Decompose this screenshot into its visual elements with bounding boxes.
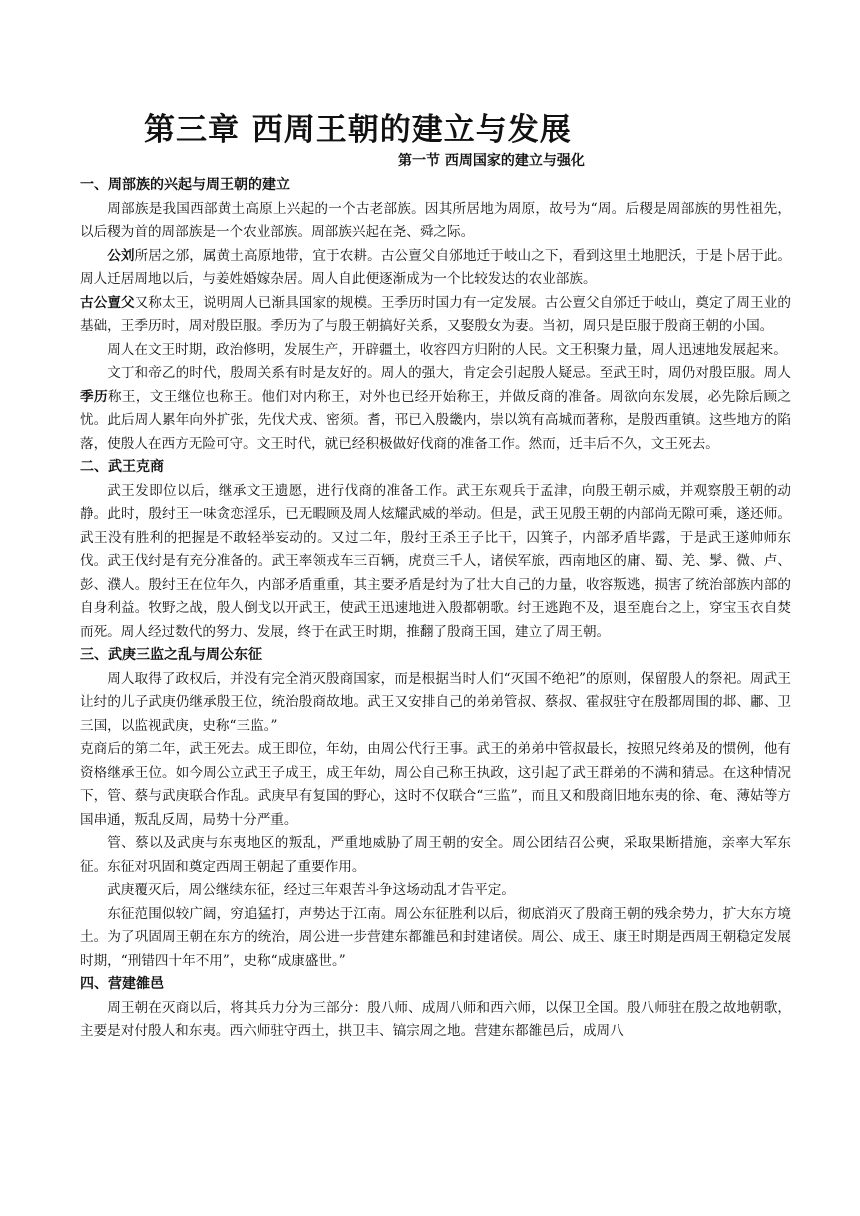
chapter-title: 第三章 西周王朝的建立与发展 [144, 112, 572, 148]
heading-1: 一、周部族的兴起与周王朝的建立 [80, 177, 290, 193]
term-gugongdanfu: 古公亶父 [80, 294, 135, 311]
paragraph-1: 周部族是我国西部黄土高原上兴起的一个古老部族。因其所居地为周原，故号为“周。后稷是周部族的男性祖先，以后稷为首的周部族是一个农业部族。周部族兴起在尧、舜之际。 [80, 200, 791, 240]
term-jili: 季历 [80, 388, 108, 405]
term-gongliu: 公刘 [107, 247, 135, 264]
paragraph-4: 周人在文王时期，政治修明，发展生产，开辟疆土，收容四方归附的人民。文王积聚力量，周人迅速地发展起来。 [107, 341, 787, 358]
paragraph-3-text: 又称太王，说明周人已渐具国家的规模。王季历时国力有一定发展。古公亶父自邠迁于岐山，奠定了周王业的基础，王季历时，周对殷臣服。季历为了与殷王朝搞好关系，又娶殷女为妻。当初，周只是臣服于殷商王朝的小国。 [80, 294, 792, 334]
paragraph-3 [80, 292, 791, 339]
document-body [80, 174, 791, 1044]
paragraph-12: 周王朝在灭商以后，将其兵力分为三部分：殷八师、成周八师和西六师，以保卫全国。殷八师驻在殷之故地朝歌，主要是对付殷人和东夷。西六师驻守西土，拱卫丰、镐宗周之地。营建东都雒邑后，成周八 [80, 999, 791, 1039]
heading-4: 四、营建雒邑 [80, 976, 164, 992]
paragraph-9: 管、蔡以及武庚与东夷地区的叛乱，严重地威胁了周王朝的安全。周公团结召公奭，采取果断措施，亲率大军东征。东征对巩固和奠定西周王朝起了重要作用。 [80, 835, 791, 875]
paragraph-5 [80, 362, 791, 456]
heading-3: 三、武庚三监之乱与周公东征 [80, 647, 262, 663]
paragraph-8: 克商后的第二年，武王死去。成王即位，年幼，由周公代行王事。武王的弟弟中管叔最长，按照兄终弟及的惯例，他有资格继承王位。如今周公立武王子成王，成王年幼，周公自己称王执政，这引起了武王群弟的不满和猜忌。在这种情况下，管、蔡与武庚联合作乱。武庚早有复国的野心，这时不仅联合“三监”，而且又和殷商旧地东夷的徐、奄、薄姑等方国串通，叛乱反周，局势十分严重。 [80, 741, 791, 828]
paragraph-5-text-b: 称王，文王继位也称王。他们对内称王，对外也已经开始称王，并做反商的准备。周欲向东发展，必先除后顾之忧。此后周人累年向外扩张，先伐犬戎、密须。耆，邗已入殷畿内，崇以筑有高城而著称，是殷西重镇。这些地方的陷落，使殷人在西方无险可守。文王时代，就已经积极做好伐商的准备工作。然而，迁丰后不久，文王死去。 [80, 388, 792, 452]
heading-2: 二、武王克商 [80, 459, 164, 475]
paragraph-10: 武庚覆灭后，周公继续东征，经过三年艰苦斗争这场动乱才告平定。 [107, 882, 515, 898]
paragraph-2-text: 所居之邠，属黄土高原地带，宜于农耕。古公亶父自邠地迁于岐山之下，看到这里土地肥沃，于是卜居于此。周人迁居周地以后，与姜姓婚嫁杂居。周人自此便逐渐成为一个比较发达的农业部族。 [80, 247, 791, 287]
paragraph-6: 武王发即位以后，继承文王遗愿，进行伐商的准备工作。武王东观兵于孟津，向殷王朝示威，并观察殷王朝的动静。此时，殷纣王一味贪恋淫乐，已无暇顾及周人炫耀武威的举动。但是，武王见殷王朝的内部尚无隙可乘，遂还师。武王没有胜利的把握是不敢轻举妄动的。又过二年，殷纣王杀王子比干，囚箕子，内部矛盾毕露，于是武王遂帅师东伐。武王伐纣是有充分准备的。武王率领戎车三百辆，虎贲三千人，诸侯军旅，西南地区的庸、蜀、羌、髳、微、卢、彭、濮人。殷纣王在位年久，内部矛盾重重，其主要矛盾是纣为了壮大自己的力量，收容叛逃，损害了统治部族内部的自身利益。牧野之战，殷人倒戈以开武王，使武王迅速地进入殷都朝歌。纣王逃跑不及，退至鹿台之上，穿宝玉衣自焚而死。周人经过数代的努力、发展，终于在武王时期，推翻了殷商王国，建立了周王朝。 [80, 482, 791, 640]
paragraph-11: 东征范围似较广阔，穷追猛打，声势达于江南。周公东征胜利以后，彻底消灭了殷商王朝的残余势力，扩大东方境土。为了巩固周王朝在东方的统治，周公进一步营建东都雒邑和封建诸侯。周公、成王、康王时期是西周王朝稳定发展时期，“刑错四十年不用”，史称“成康盛世。” [80, 905, 791, 969]
paragraph-5-text-a: 文丁和帝乙的时代，殷周关系有时是友好的。周人的强大，肯定会引起殷人疑忌。至武王时，周仍对殷臣服。周人 [107, 365, 791, 381]
section-title: 第一节 西周国家的建立与强化 [398, 153, 585, 169]
paragraph-2 [80, 245, 791, 292]
paragraph-7: 周人取得了政权后，并没有完全消灭殷商国家，而是根据当时人们“灭国不绝祀”的原则，保留殷人的祭祀。周武王让纣的儿子武庚仍继承殷王位，统治殷商故地。武王又安排自己的弟弟管叔、蔡叔、霍叔驻守在殷都周围的邶、鄘、卫三国，以监视武庚，史称“三监。” [80, 670, 791, 734]
